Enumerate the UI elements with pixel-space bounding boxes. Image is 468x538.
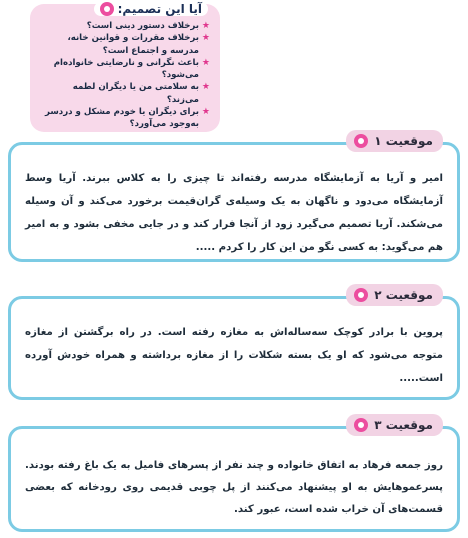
star-icon: ★	[201, 21, 210, 31]
situation-label	[346, 284, 443, 306]
situation-label	[346, 414, 443, 436]
checklist-item	[38, 81, 210, 106]
checklist-items	[38, 20, 210, 131]
situation-label	[346, 130, 443, 152]
situation-card-2	[8, 288, 460, 400]
checklist-item-text: برخلاف مقررات و قوانین خانه، مدرسه و اجتماع است؟	[67, 33, 199, 56]
situation-text: روز جمعه فرهاد به اتفاق خانواده و چند نفر از پسرهای فامیل به یک باغ رفته بودند. پسرعموهایش به او پیشنهاد می‌کنند از پل چوبی قدیمی روی رودخانه که بعضی قسمت‌های آن خراب شده است، عبور کند.	[25, 460, 443, 515]
situation-text: پروین با برادر کوچک سه‌ساله‌اش به مغازه رفته است. در راه برگشتن از مغازه متوجه می‌شود که او یک بسته شکلات را از مغازه برداشته و همراه خودش آورده است.....	[25, 327, 443, 384]
checklist-item-text: باعث نگرانی و نارضایتی خانواده‌ام می‌شود؟	[53, 57, 199, 81]
situation-label-text: موقعیت ۱	[374, 134, 433, 148]
situation-label-text: موقعیت ۳	[374, 418, 433, 432]
checklist-item-text: به سلامتی من یا دیگران لطمه می‌زند؟	[72, 82, 199, 105]
situation-label-text: موقعیت ۲	[374, 288, 433, 302]
checklist-item	[38, 20, 210, 32]
star-icon: ★	[201, 107, 210, 118]
ring-icon	[354, 134, 368, 148]
situation-text: امیر و آریا به آزمایشگاه مدرسه رفته‌اند تا چیزی را به کلاس ببرند. آریا وسط آزمایشگاه می‌دود و ناگهان به یک وسیله‌ی گران‌قیمت برخورد می‌کند و آن وسیله می‌شکند. آریا تصمیم می‌گیرد زود از آنجا فرار کند و در جایی مخفی بشود و به امیر هم می‌گوید: به کسی نگو من این کار را کردم .....	[25, 173, 443, 253]
situation-card-3	[8, 418, 460, 532]
star-icon: ★	[201, 82, 210, 93]
ring-icon	[100, 2, 114, 16]
ring-icon	[354, 288, 368, 302]
star-icon: ★	[201, 57, 210, 68]
checklist-title: آیا این تصمیم:	[117, 2, 202, 16]
ring-icon	[354, 418, 368, 432]
checklist-item	[38, 57, 210, 82]
decision-checklist	[30, 4, 220, 132]
checklist-item	[38, 106, 210, 131]
checklist-item-text: برای دیگران یا خودم مشکل و دردسر به‌وجود می‌آورد؟	[45, 107, 199, 130]
situation-card-1	[8, 134, 460, 262]
checklist-item	[38, 32, 210, 57]
checklist-item-text: برخلاف دستور دینی است؟	[86, 21, 199, 31]
star-icon: ★	[201, 33, 210, 44]
checklist-header	[94, 2, 208, 16]
